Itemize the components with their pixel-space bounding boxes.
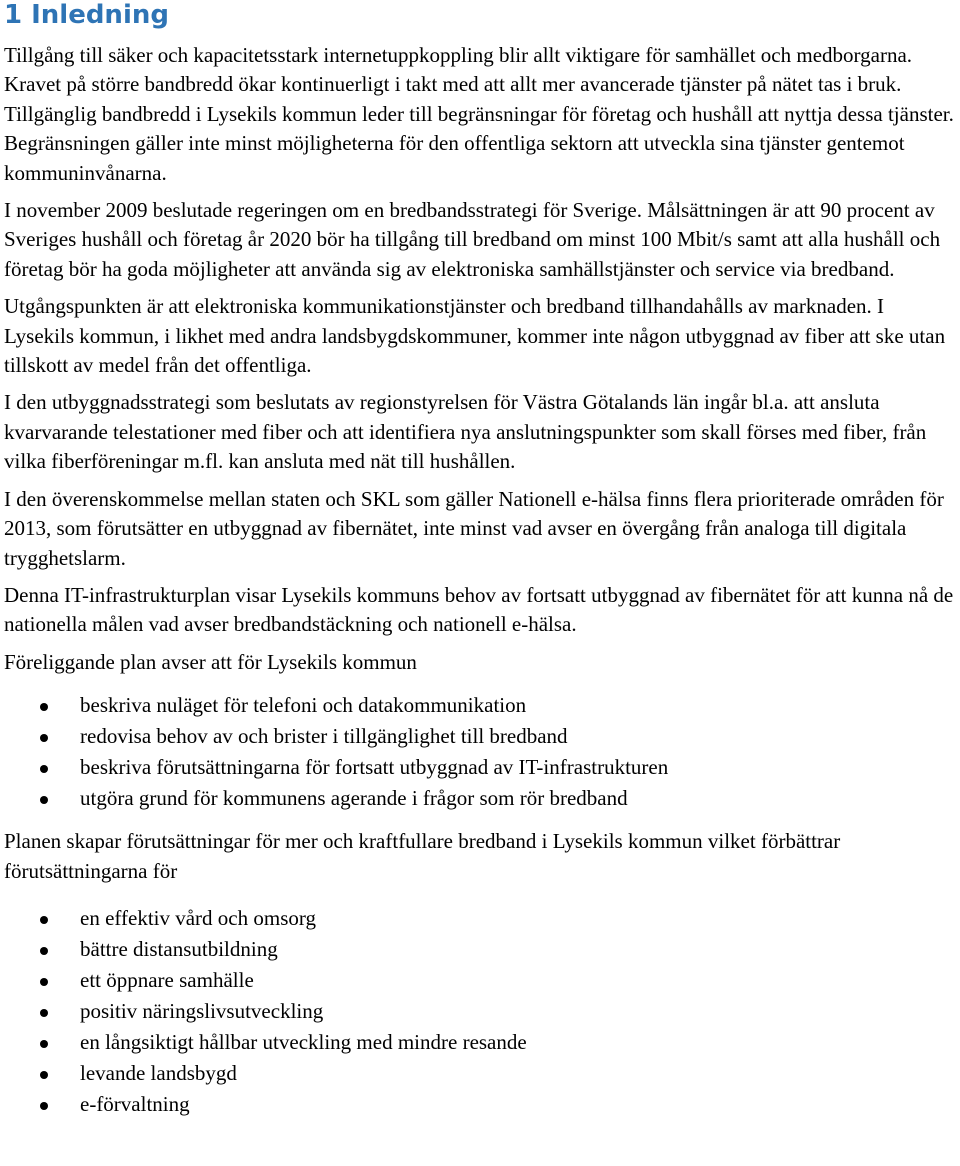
list-item [4,784,956,815]
paragraph-intro: Tillgång till säker och kapacitetsstark internetuppkoppling blir allt viktigare för samhället och medborgarna. Kravet på större bandbredd ökar kontinuerligt i takt med att allt mer avancerade tjänster på nätet tas i bruk. Tillgänglig bandbredd i Lysekils kommun leder till begränsningar för företag och hushåll att nyttja dessa tjänster. Begränsningen gäller inte minst möjligheterna för den offentliga sektorn att utveckla sina tjänster gentemot kommuninvånarna. [4,43,954,185]
bullet-icon [40,916,48,924]
list-item-text: levande landsbygd [80,1060,237,1085]
bullet-icon [40,796,48,804]
bullet-icon [40,947,48,955]
list-item-text: positiv näringslivsutveckling [80,998,324,1023]
list-item-text: ett öppnare samhälle [80,967,254,992]
list-item [4,997,956,1028]
list-item [4,904,956,935]
list-item [4,1028,956,1059]
document-page [4,0,956,1121]
section-number: 1 [4,0,23,30]
list-item-text: bättre distansutbildning [80,936,278,961]
bullet-icon [40,978,48,986]
section-heading [4,0,956,36]
paragraph-closing: Planen skapar förutsättningar för mer och kraftfullare bredband i Lysekils kommun vilket förbättrar förutsättningarna för [4,829,841,883]
list-item [4,966,956,997]
bullet-icon [40,703,48,711]
list-item [4,753,956,784]
paragraph-utgangspunkt: Utgångspunkten är att elektroniska kommunikationstjänster och bredband tillhandahålls av marknaden. I Lysekils kommun, i likhet med andra landsbygdskommuner, kommer inte någon utbyggnad av fiber att ske utan tillskott av medel från det offentliga. [4,294,946,378]
paragraph-bredbandsstrategi: I november 2009 beslutade regeringen om en bredbandsstrategi för Sverige. Målsättningen är att 90 procent av Sveriges hushåll och företag år 2020 bör ha tillgång till bredband om minst 100 Mbit/s samt att alla hushåll och företag bör ha goda möjligheter att använda sig av elektroniska samhällstjänster och service via bredband. [4,198,941,281]
list-item [4,1090,956,1121]
bullet-icon [40,1040,48,1048]
list-item [4,1059,956,1090]
bullet-icon [40,1009,48,1017]
paragraph-utbyggnadsstrategi: I den utbyggnadsstrategi som beslutats av regionstyrelsen för Västra Götalands län ingår bl.a. att ansluta kvarvarande telestationer med fiber och att identifiera nya anslutningspunkter som skall förses med fiber, från vilka fiberföreningar m.fl. kan ansluta med nät till hushållen. [4,390,927,474]
plan-list [4,691,956,815]
list-item-text: redovisa behov av och brister i tillgänglighet till bredband [80,724,568,749]
bullet-icon [40,1102,48,1110]
list-item-text: en effektiv vård och omsorg [80,905,316,930]
bullet-icon [40,1071,48,1079]
list-item-text: e-förvaltning [80,1091,190,1116]
list-item [4,722,956,753]
list-item-text: utgöra grund för kommunens agerande i frågor som rör bredband [80,786,628,811]
bullet-icon [40,734,48,742]
paragraph-plan-intro: Föreliggande plan avser att för Lysekils kommun [4,649,417,674]
list-item-text: beskriva nuläget för telefoni och datakommunikation [80,693,527,718]
paragraph-e-halsa: I den överenskommelse mellan staten och SKL som gäller Nationell e-hälsa finns flera prioriterade områden för 2013, som förutsätter en utbyggnad av fibernätet, inte minst vad avser en övergång från analoga till digitala trygghetslarm. [4,486,944,570]
paragraph-it-infrastrukturplan: Denna IT-infrastrukturplan visar Lysekils kommuns behov av fortsatt utbyggnad av fibernätet för att kunna nå de nationella målen vad avser bredbandstäckning och nationell e-hälsa. [4,582,954,637]
bullet-icon [40,765,48,773]
benefit-list [4,904,956,1121]
section-title: Inledning [31,0,169,30]
list-item-text: en långsiktigt hållbar utveckling med mindre resande [80,1029,527,1054]
list-item-text: beskriva förutsättningarna för fortsatt utbyggnad av IT-infrastrukturen [80,755,669,780]
list-item [4,691,956,722]
list-item [4,935,956,966]
